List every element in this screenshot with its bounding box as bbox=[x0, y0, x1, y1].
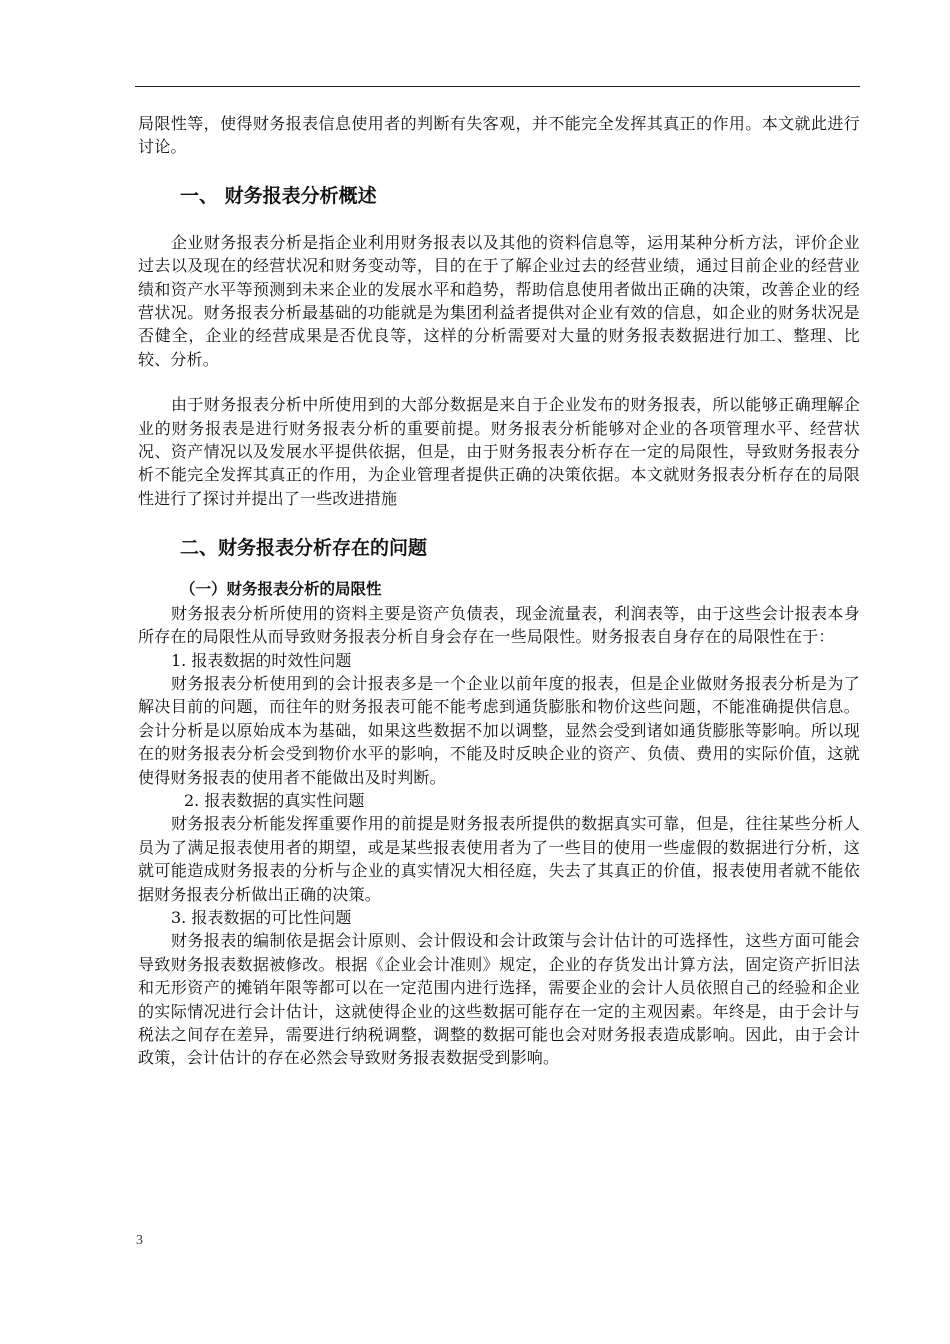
item-1-body: 财务报表分析使用到的会计报表多是一个企业以前年度的报表，但是企业做财务报表分析是为了解决目前的问题，而往年的财务报表可能不能考虑到通货膨胀和物价这些问题，不能准确提供信息。会计分析是以原始成本为基础，如果这些数据不加以调整，显然会受到诸如通货膨胀等影响。所以现在的财务报表分析会受到物价水平的影响，不能及时反映企业的资产、负债、费用的实际价值，这就使得财务报表的使用者不能做出及时判断。 bbox=[138, 673, 860, 787]
item-3-title: 3. 报表数据的可比性问题 bbox=[171, 907, 352, 927]
item-1-title: 1. 报表数据的时效性问题 bbox=[171, 650, 352, 670]
section-2-heading: 二、财务报表分析存在的问题 bbox=[180, 537, 428, 560]
header-rule bbox=[135, 86, 860, 87]
item-3-body: 财务报表的编制依是据会计原则、会计假设和会计政策与会计估计的可选择性，这些方面可能会导致财务报表数据被修改。根据《企业会计准则》规定，企业的存货发出计算方法，固定资产折旧法和无形资产的摊销年限等都可以在一定范围内进行选择，需要企业的会计人员依照自己的经验和企业的实际情况进行会计估计，这就使得企业的这些数据可能存在一定的主观因素。年终是，由于会计与税法之间存在差异，需要进行纳税调整，调整的数据可能也会对财务报表造成影响。因此，由于会计政策，会计估计的存在必然会导致财务报表数据受到影响。 bbox=[138, 931, 860, 1068]
subsection-1-heading: （一）财务报表分析的局限性 bbox=[180, 580, 382, 599]
section-1-paragraph-2: 由于财务报表分析中所使用到的大部分数据是来自于企业发布的财务报表，所以能够正确理解企业的财务报表是进行财务报表分析的重要前提。财务报表分析能够对企业的各项管理水平、经营状况、资产情况以及发展水平提供依据，但是，由于财务报表分析存在一定的局限性，导致财务报表分析不能完全发挥其真正的作用，为企业管理者提供正确的决策依据。本文就财务报表分析存在的局限性进行了探讨并提出了一些改进措施 bbox=[138, 395, 860, 508]
section-1-paragraph-1: 企业财务报表分析是指企业利用财务报表以及其他的资料信息等，运用某种分析方法，评价企业过去以及现在的经营状况和财务变动等，目的在于了解企业过去的经营业绩，通过目前企业的经营业绩和资产水平等预测到未来企业的发展水平和趋势，帮助信息使用者做出正确的决策，改善企业的经营状况。财务报表分析最基础的功能就是为集团利益者提供对企业有效的信息，如企业的财务状况是否健全，企业的经营成果是否优良等，这样的分析需要对大量的财务报表数据进行加工、整理、比较、分析。 bbox=[138, 232, 860, 369]
intro-continuation-paragraph: 局限性等，使得财务报表信息使用者的判断有失客观，并不能完全发挥其真正的作用。本文就此进行讨论。 bbox=[138, 114, 860, 157]
item-2-title: 2. 报表数据的真实性问题 bbox=[184, 790, 365, 810]
item-2-body: 财务报表分析能发挥重要作用的前提是财务报表所提供的数据真实可靠，但是，往往某些分析人员为了满足报表使用者的期望，或是某些报表使用者为了一些目的使用一些虚假的数据进行分析，这就可能造成财务报表的分析与企业的真实情况大相径庭，失去了其真正的价值，报表使用者就不能依据财务报表分析做出正确的决策。 bbox=[138, 814, 860, 904]
section-1-heading: 一、 财务报表分析概述 bbox=[180, 184, 377, 207]
page-number: 3 bbox=[136, 1233, 143, 1248]
page-content bbox=[138, 112, 860, 1070]
subsection-1-intro: 财务报表分析所使用的资料主要是资产负债表，现金流量表，利润表等，由于这些会计报表本身所存在的局限性从而导致财务报表分析自身会存在一些局限性。财务报表自身存在的局限性在于： bbox=[138, 603, 860, 647]
